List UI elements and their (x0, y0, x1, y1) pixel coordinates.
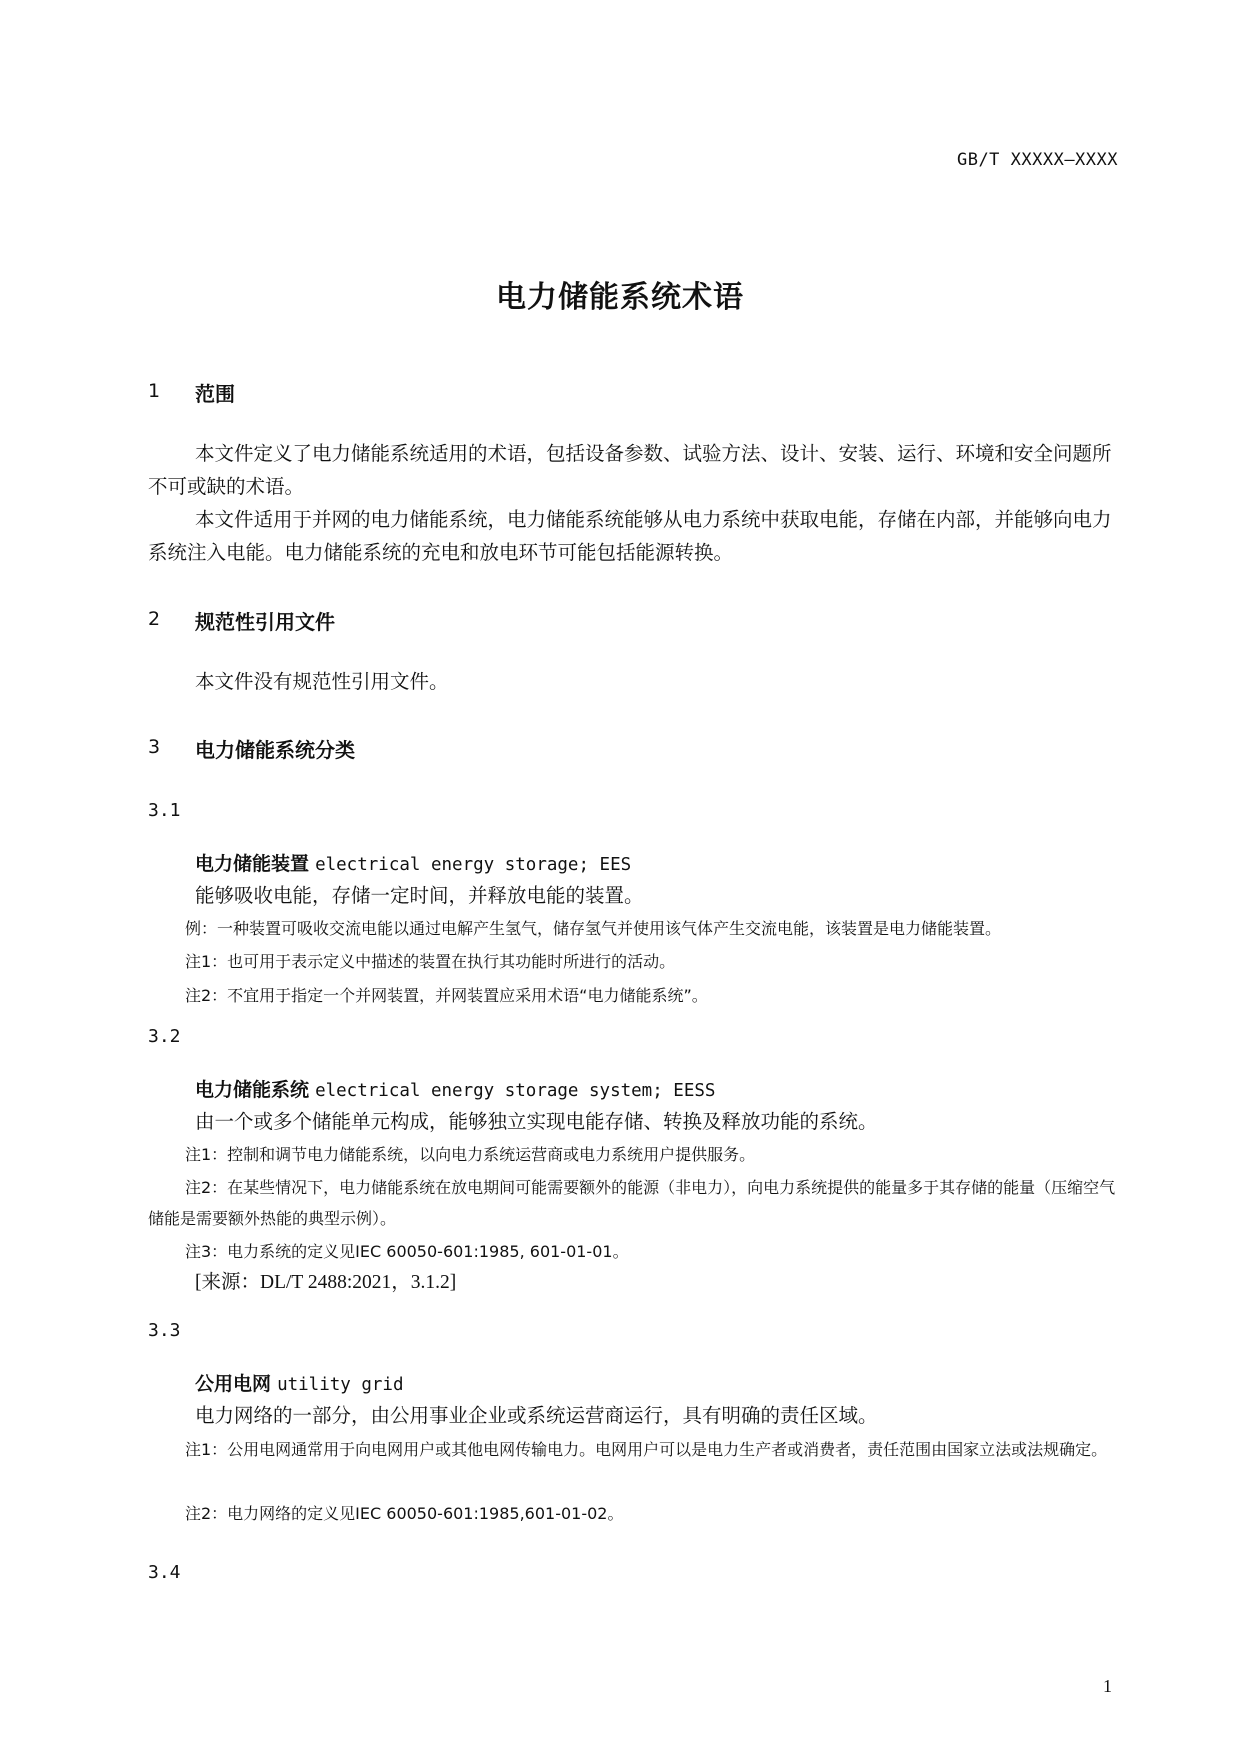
term-3-2-definition: 由一个或多个储能单元构成，能够独立实现电能存储、转换及释放功能的系统。 (195, 1110, 878, 1133)
term-3-2-chinese: 电力储能系统 (195, 1079, 310, 1101)
term-3-3-english: utility grid (277, 1375, 404, 1395)
term-3-3-number: 3.3 (148, 1320, 181, 1341)
term-3-2-heading (195, 1075, 715, 1102)
section-1-paragraph-1: 本文件定义了电力储能系统适用的术语，包括设备参数、试验方法、设计、安装、运行、环境和安全问题所不可或缺的术语。 (148, 442, 1112, 498)
term-3-2-note-1: 注1：控制和调节电力储能系统，以向电力系统运营商或电力系统用户提供服务。 (185, 1145, 756, 1164)
term-3-3-heading (195, 1369, 404, 1396)
section-2-title: 规范性引用文件 (195, 610, 335, 634)
term-3-1-number: 3.1 (148, 800, 181, 821)
term-3-2-note-2: 注2：在某些情况下，电力储能系统在放电期间可能需要额外的能源（非电力），向电力系统提供的能量多于其存储的能量（压缩空气储能是需要额外热能的典型示例）。 (148, 1178, 1116, 1228)
term-3-3-chinese: 公用电网 (195, 1373, 272, 1395)
term-3-4-number: 3.4 (148, 1562, 181, 1583)
term-3-3-note-1: 注1：公用电网通常用于向电网用户或其他电网传输电力。电网用户可以是电力生产者或消费者，责任范围由国家立法或法规确定。 (185, 1440, 1108, 1459)
term-3-3-note-2: 注2：电力网络的定义见IEC 60050-601:1985,601-01-02。 (185, 1504, 624, 1523)
section-3-title: 电力储能系统分类 (195, 738, 355, 762)
term-3-2-english: electrical energy storage system; EESS (315, 1081, 716, 1101)
section-3-number: 3 (148, 736, 161, 758)
term-3-1-definition: 能够吸收电能，存储一定时间，并释放电能的装置。 (195, 884, 644, 907)
term-3-1-heading (195, 849, 631, 876)
term-3-1-english: electrical energy storage; EES (315, 855, 632, 875)
term-3-2-number: 3.2 (148, 1026, 181, 1047)
term-3-1-note-2: 注2：不宜用于指定一个并网装置，并网装置应采用术语“电力储能系统”。 (185, 986, 708, 1005)
term-3-2-source: [来源：DL/T 2488:2021，3.1.2] (195, 1272, 457, 1293)
term-3-2-note-3: 注3：电力系统的定义见IEC 60050-601:1985, 601-01-01。 (185, 1242, 629, 1261)
document-title: 电力储能系统术语 (496, 280, 744, 315)
document-code: GB/T XXXXX—XXXX (956, 150, 1118, 170)
section-1-title: 范围 (195, 382, 235, 406)
term-3-3-definition: 电力网络的一部分，由公用事业企业或系统运营商运行，具有明确的责任区域。 (195, 1404, 878, 1427)
term-3-1-note-1: 注1：也可用于表示定义中描述的装置在执行其功能时所进行的活动。 (185, 952, 676, 971)
section-1-number: 1 (148, 380, 161, 402)
section-2-paragraph-1: 本文件没有规范性引用文件。 (195, 670, 449, 693)
page-number: 1 (1103, 1676, 1112, 1696)
term-3-1-example: 例：一种装置可吸收交流电能以通过电解产生氢气，储存氢气并使用该气体产生交流电能，该装置是电力储能装置。 (185, 919, 1002, 938)
section-1-paragraph-2: 本文件适用于并网的电力储能系统，电力储能系统能够从电力系统中获取电能，存储在内部，并能够向电力系统注入电能。电力储能系统的充电和放电环节可能包括能源转换。 (148, 508, 1112, 564)
section-2-number: 2 (148, 608, 161, 630)
term-3-1-chinese: 电力储能装置 (195, 853, 310, 875)
